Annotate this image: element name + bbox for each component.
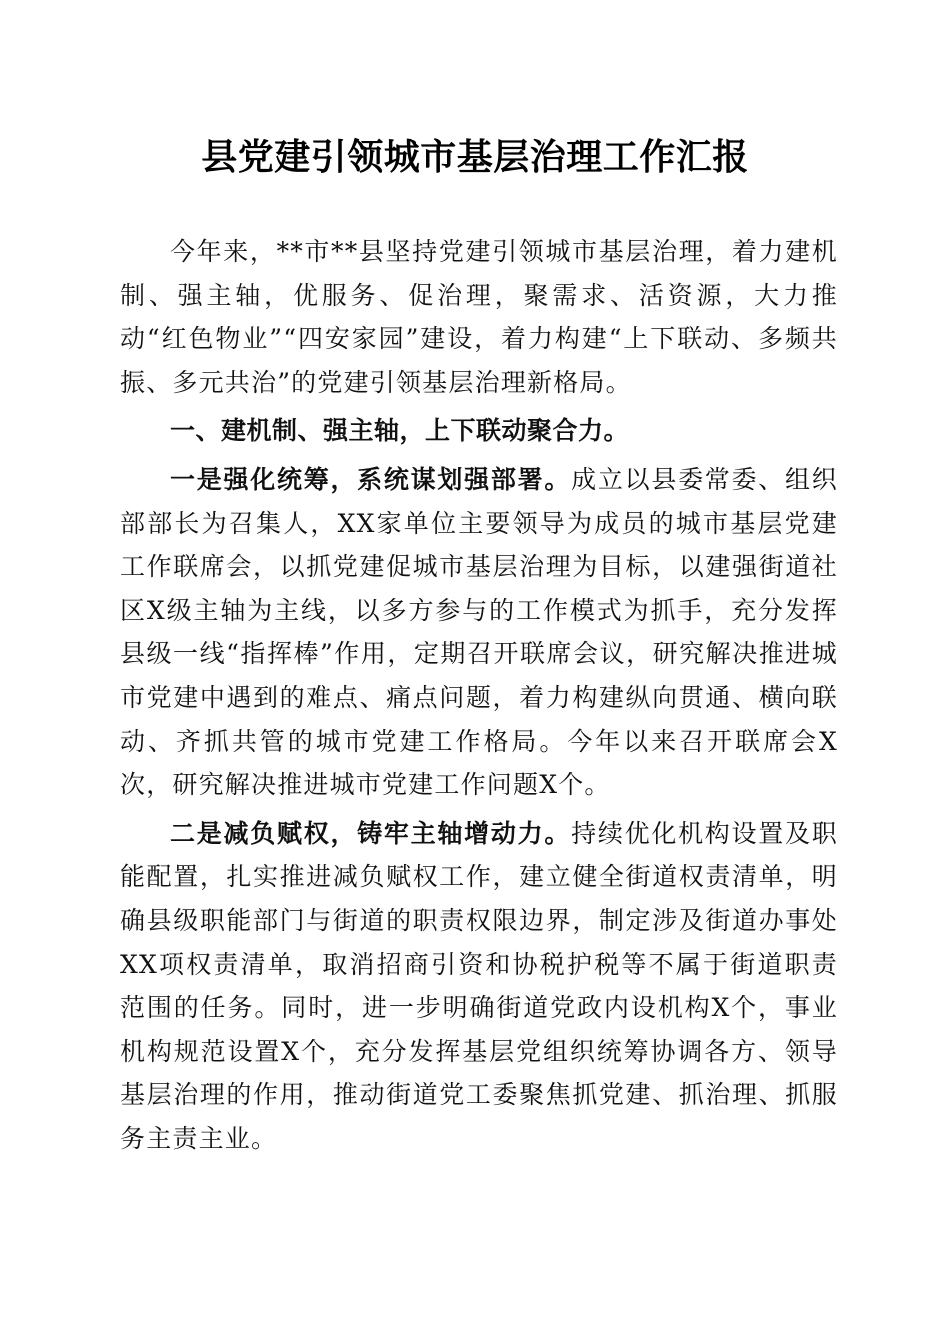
intro-paragraph: 今年来，**市**县坚持党建引领城市基层治理，着力建机制、强主轴，优服务、促治理，聚需求、活资源，大力推动“红色物业”“四安家园”建设，着力构建“上下联动、多频共振、多元共治”的党建引领基层治理新格局。 <box>120 237 838 397</box>
paragraph-2-lead: 二是减负赋权，铸牢主轴增动力。 <box>170 818 572 848</box>
paragraph-2-text: 持续优化机构设置及职能配置，扎实推进减负赋权工作，建立健全街道权责清单，明确县级职能部门与街道的职责权限边界，制定涉及街道办事处XX项权责清单，取消招商引资和协税护税等不属于街道职责范围的任务。同时，进一步明确街道党政内设机构X个，事业机构规范设置X个，充分发挥基层党组织统筹协调各方、领导基层治理的作用，推动街道党工委聚焦抓党建、抓治理、抓服务主责主业。 <box>120 818 838 1153</box>
document-title: 县党建引领城市基层治理工作汇报 <box>201 136 749 178</box>
paragraph-1-text: 成立以县委常委、组织部部长为召集人，XX家单位主要领导为成员的城市基层党建工作联席会，以抓党建促城市基层治理为目标，以建强街道社区X级主轴为主线，以多方参与的工作模式为抓手，充分发挥县级一线“指挥棒”作用，定期召开联席会议，研究解决推进城市党建中遇到的难点、痛点问题，着力构建纵向贯通、横向联动、齐抓共管的城市党建工作格局。今年以来召开联席会X次，研究解决推进城市党建工作问题X个。 <box>120 464 838 800</box>
section-heading-1: 一、建机制、强主轴，上下联动聚合力。 <box>170 416 630 446</box>
paragraph-2 <box>120 812 838 1161</box>
paragraph-1-lead: 一是强化统筹，系统谋划强部署。 <box>170 464 572 494</box>
paragraph-1 <box>120 458 838 807</box>
document-body <box>120 230 838 1165</box>
